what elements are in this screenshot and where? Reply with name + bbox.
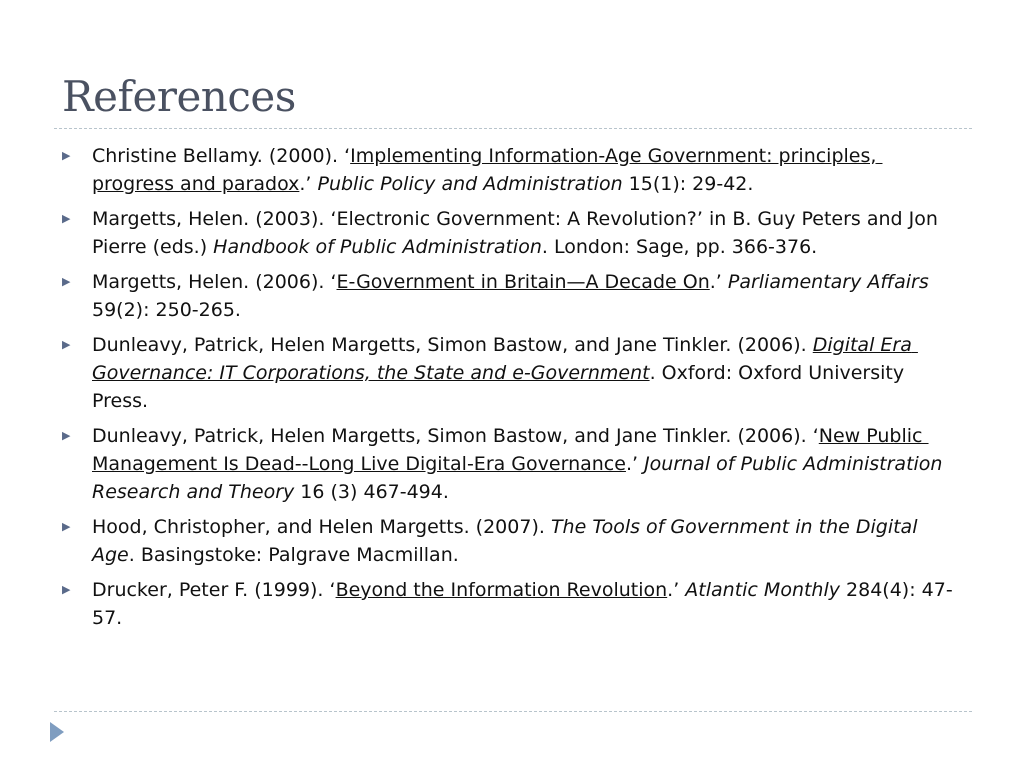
reference-item	[62, 422, 962, 506]
triangle-bullet-icon: ▶	[62, 429, 71, 442]
reference-text: .’	[709, 271, 728, 293]
reference-item	[62, 576, 962, 632]
reference-text: 16 (3) 467-494.	[294, 481, 449, 503]
reference-text: . Basingstoke: Palgrave Macmillan.	[128, 544, 459, 566]
triangle-bullet-icon: ▶	[62, 275, 71, 288]
reference-item	[62, 331, 962, 415]
reference-source-title: Journal of Public Administration Research and Theory	[92, 453, 949, 503]
reference-text: Dunleavy, Patrick, Helen Margetts, Simon Bastow, and Jane Tinkler. (2006). ‘	[92, 425, 819, 447]
reference-link[interactable]: Digital Era Governance: IT Corporations, the State and e-Government	[92, 334, 918, 384]
footer-divider	[54, 711, 972, 712]
reference-item	[62, 142, 962, 198]
reference-link[interactable]: New Public Management Is Dead--Long Live Digital-Era Governance	[92, 425, 929, 475]
triangle-bullet-icon: ▶	[62, 212, 71, 225]
reference-text: Margetts, Helen. (2003). ‘Electronic Government: A Revolution?’ in B. Guy Peters and Jon Pierre (eds.)	[92, 208, 944, 258]
reference-source-title: Handbook of Public Administration	[213, 236, 542, 258]
title-divider	[54, 128, 972, 129]
triangle-bullet-icon: ▶	[62, 583, 71, 596]
triangle-bullet-icon: ▶	[62, 149, 71, 162]
reference-link[interactable]: E-Government in Britain—A Decade On	[336, 271, 710, 293]
reference-text: . Oxford: Oxford University Press.	[92, 362, 911, 412]
reference-text: 284(4): 47-57.	[92, 579, 953, 629]
next-slide-arrow-icon[interactable]	[50, 722, 64, 742]
triangle-bullet-icon: ▶	[62, 338, 71, 351]
reference-text: Hood, Christopher, and Helen Margetts. (2007).	[92, 516, 551, 538]
references-list	[62, 142, 962, 639]
reference-text: 15(1): 29-42.	[622, 173, 754, 195]
reference-source-title: The Tools of Government in the Digital Age	[92, 516, 924, 566]
reference-item	[62, 205, 962, 261]
reference-source-title: Atlantic Monthly	[685, 579, 840, 601]
reference-text: Margetts, Helen. (2006). ‘	[92, 271, 337, 293]
reference-text: .’	[299, 173, 318, 195]
reference-item	[62, 513, 962, 569]
reference-text: .’	[667, 579, 686, 601]
reference-text: Christine Bellamy. (2000). ‘	[92, 145, 351, 167]
reference-source-title: Parliamentary Affairs	[727, 271, 929, 293]
reference-text: Dunleavy, Patrick, Helen Margetts, Simon Bastow, and Jane Tinkler. (2006).	[92, 334, 813, 356]
reference-text: . London: Sage, pp. 366-376.	[541, 236, 818, 258]
reference-text: 59(2): 250-265.	[92, 271, 935, 321]
page-title: References	[62, 72, 296, 121]
triangle-bullet-icon: ▶	[62, 520, 71, 533]
reference-source-title: Public Policy and Administration	[317, 173, 623, 195]
reference-text: Drucker, Peter F. (1999). ‘	[92, 579, 336, 601]
reference-item	[62, 268, 962, 324]
reference-link[interactable]: Implementing Information-Age Government: principles, progress and paradox	[92, 145, 883, 195]
reference-link[interactable]: Beyond the Information Revolution	[335, 579, 668, 601]
reference-text: .’	[625, 453, 645, 475]
